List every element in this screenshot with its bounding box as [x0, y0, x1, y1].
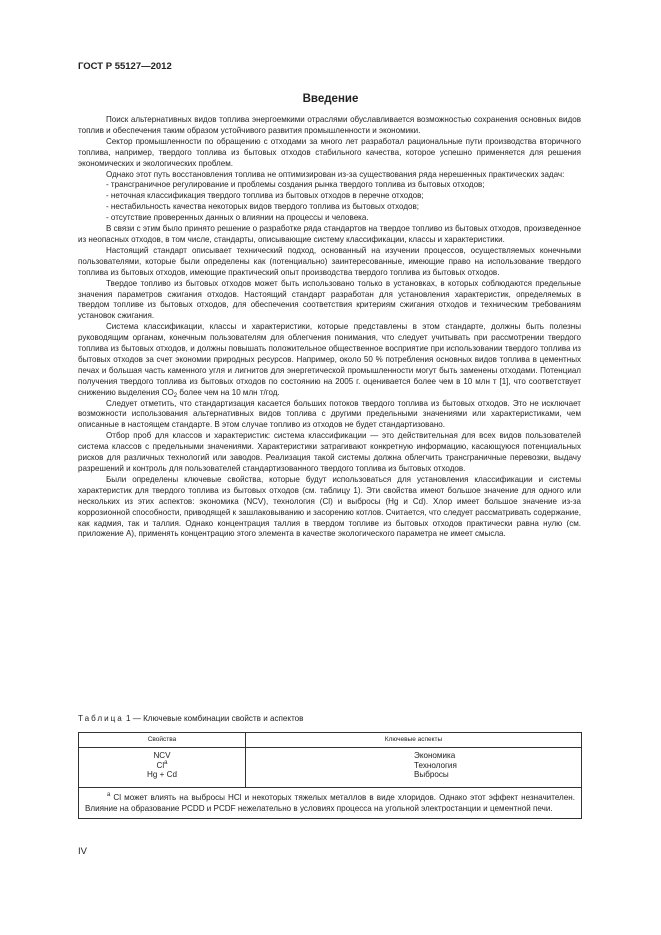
aspect-technology: Технология	[414, 760, 457, 770]
aspect-emissions: Выбросы	[414, 770, 449, 780]
property-cl-text: Cl	[156, 760, 165, 770]
key-properties-table	[78, 732, 582, 819]
table-footnote	[79, 788, 582, 819]
list-item: - трансграничное регулирование и проблемы создания рынка твердого топлива из бытовых отходов;	[106, 180, 485, 190]
column-header-aspects: Ключевые аспекты	[246, 733, 582, 748]
table-caption	[78, 714, 303, 723]
page-number: IV	[78, 846, 87, 857]
subscript: 2	[173, 392, 178, 399]
table-note-row	[79, 788, 582, 819]
property-ncv: NCV	[153, 751, 171, 760]
footnote-text: Cl может влиять на выбросы HCl и некоторых тяжелых металлов в виде хлоридов. Однако этот эффект незначителен. Влияние на образование PCDD и PCDF нежелательно в условиях процесса на угольной электростанции и цементной печи.	[85, 793, 575, 813]
column-header-properties: Свойства	[79, 733, 246, 748]
paragraph-text: более чем на 10 млн т/год.	[177, 387, 280, 397]
section-title: Введение	[302, 93, 359, 105]
list-item: - нестабильность качества некоторых видов твердого топлива из бытовых отходов;	[106, 202, 419, 212]
paragraph	[78, 322, 581, 398]
footnote-mark: a	[164, 759, 168, 766]
property-hg-cd: Hg + Cd	[147, 770, 177, 780]
property-cl	[79, 761, 245, 771]
paragraph: Твердое топливо из бытовых отходов может быть использовано только в установках, в которых соблюдаются предельные значения параметров сжигания отходов. Настоящий стандарт разработан для установления характеристик, определяемых в твердом топливе из бытовых отходов, для обеспечения соответствия критериям сжигания отходов и техническим требованиям установок сжигания.	[78, 278, 581, 321]
paragraph: Следует отметить, что стандартизация касается больших потоков твердого топлива из бытовых отходов. Это не исключает возможности использования альтернативных видов топлива с другими предельными значениями или характеристиками, чем описанные в настоящем стандарте. В этом случае топливо из отходов не будет стандартизовано.	[78, 398, 581, 430]
paragraph: Отбор проб для классов и характеристик: система классификации — это действительная для всех видов пользователей система классов с предельными значениями. Характеристики затрагивают конкретную информацию, касающуюся потенциальных рисков для различных технологий или заводов. Реализация такой системы должна облегчить трансграничные перевозки, выдачу разрешений и контроль для пользователей стандартизованного твердого топлива из бытовых отходов.	[78, 431, 581, 473]
table-caption-text: 1 — Ключевые комбинации свойств и аспектов	[123, 714, 304, 723]
paragraph: В связи с этим было принято решение о разработке ряда стандартов на твердое топливо из бытовых отходов, произведенное из неопасных отходов, в том числе, стандарты, описывающие систему классификации, классы и характеристики.	[78, 224, 581, 244]
table-header-row	[79, 733, 582, 748]
aspect-economy: Экономика	[414, 751, 456, 760]
body-text	[78, 115, 581, 540]
paragraph: Однако этот путь восстановления топлива не оптимизирован из-за существования ряда нерешенных практических задач:	[106, 169, 565, 179]
document-id: ГОСТ Р 55127—2012	[78, 61, 172, 72]
paragraph: Поиск альтернативных видов топлива энергоемкими отраслями обуславливается возможностью сохранения основных видов топлив и обеспечения таким образом устойчивого развития промышленности и экономики.	[78, 115, 581, 135]
paragraph-text: Система классификации, классы и характеристики, которые представлены в этом стандарте, должны быть полезны руководящим органам, конечным пользователям для облегчения понимания, что следует учитывать при рассмотрении твердого топлива из бытовых отходов, и должны повышать положительное общественное восприятие при использовании твердого топлива из бытовых отходов за счет экономии природных ресурсов. Например, около 50 % потребления основных видов топлива в цементных печах и большая часть каменного угля и лигнитов для энергетической промышленности могут быть заменены отходами. Потенциал получения твердого топлива из бытовых отходов по состоянию на 2005 г. оценивается более чем в 10 млн т [1], что соответствует снижению выделения CO	[78, 322, 581, 397]
paragraph: Настоящий стандарт описывает технический подход, основанный на изучении процессов, осуществляемых конечными пользователями, которые были определены как (потенциально) заинтересованные, имеющие право на использование твердого топлива из бытовых отходов, имеющие практический опыт производства твердого топлива из бытовых отходов.	[78, 245, 581, 277]
footnote-mark: a	[107, 792, 111, 798]
paragraph: Были определены ключевые свойства, которые будут использоваться для установления классификации и системы характеристик для твердого топлива из бытовых отходов (см. таблицу 1). Эти свойства имеют большое значение для одного или нескольких из этих аспектов: экономика (NCV), технология (Cl) и выбросы (Hg и Cd). Хлор имеет большое значение из-за коррозионной способности, приводящей к зашлаковыванию и засорению котлов. Считается, что следует рассматривать содержание, как кадмия, так и таллия. Однако концентрация таллия в твердом топливе из бытовых отходов практически равна нулю (см. приложение А), применять концентрацию этого элемента в качестве экологического параметра не имеет смысла.	[78, 474, 581, 539]
properties-cell	[79, 748, 246, 788]
list-item: - неточная классификация твердого топлива из бытовых отходов в перечне отходов;	[106, 191, 424, 201]
aspects-cell	[246, 748, 582, 788]
list-item: - отсутствие проверенных данных о влиянии на процессы и человека.	[106, 213, 369, 223]
table-caption-label: Таблица	[78, 714, 124, 723]
paragraph: Сектор промышленности по обращению с отходами за много лет разработал рациональные пути производства вторичного топлива, например, твердого топлива из бытовых отходов стабильного качества, которое успешно применяется для решения экономических и экологических проблем.	[78, 136, 581, 168]
table-row	[79, 748, 582, 788]
